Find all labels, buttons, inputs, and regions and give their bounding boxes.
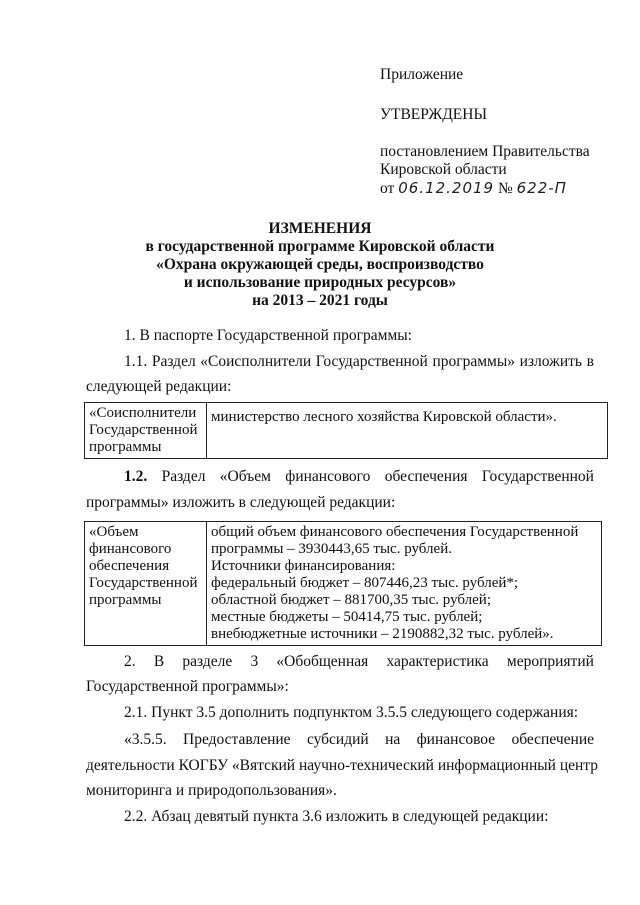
paragraph-1-1 [124, 353, 594, 371]
cell-line: Источники финансирования: [211, 558, 396, 574]
decree-date-line [380, 179, 567, 198]
paragraph-1-1-line-2: следующей редакции: [86, 378, 232, 395]
word: 1.1. [124, 353, 148, 370]
table-cell-value [207, 522, 602, 646]
appendix-label: Приложение [380, 66, 464, 83]
word: Государственной [481, 468, 594, 485]
decree-line-2: Кировской области [380, 161, 507, 178]
cell-line: «Соисполнители [89, 405, 197, 421]
word: обеспечения [384, 468, 468, 485]
word: Раздел [151, 353, 196, 370]
word: Предоставление [183, 731, 291, 748]
word: 3 [250, 653, 259, 670]
word: «Объем [219, 468, 271, 485]
cell-line: программы [89, 439, 162, 455]
cell-line: общий объем финансового обеспечения Государственной [211, 524, 579, 540]
word: мероприятий [506, 653, 594, 670]
decree-line-1: постановлением Правительства [380, 143, 590, 160]
date-prefix: от [380, 180, 395, 197]
cell-line: областной бюджет – 881700,35 тыс. рублей; [211, 592, 491, 608]
table-row [85, 403, 608, 459]
word: субсидий [306, 731, 369, 748]
table-coexecutors [84, 402, 608, 459]
cell-line: местные бюджеты – 50414,75 тыс. рублей; [211, 609, 483, 625]
word: обеспечение [511, 731, 594, 748]
word: финансового [285, 468, 371, 485]
cell-line: министерство лесного хозяйства Кировской области». [211, 409, 557, 425]
approved-label: УТВЕРЖДЕНЫ [380, 106, 487, 123]
paragraph-1-2-line-2: программы» изложить в следующей редакции: [86, 494, 396, 511]
handwritten-date: 06.12.2019 [398, 179, 495, 197]
paragraph-3-5-5-line-3: мониторинга и природопользования». [86, 782, 337, 799]
word: «3.5.5. [124, 731, 167, 748]
paragraph-2-2: 2.2. Абзац девятый пункта 3.6 изложить в следующей редакции: [124, 808, 549, 825]
table-financing [84, 521, 602, 646]
handwritten-number: 622-П [516, 179, 567, 197]
paragraph-2-1: 2.1. Пункт 3.5 дополнить подпунктом 3.5.5 следующего содержания: [124, 704, 579, 721]
word: в [586, 353, 594, 370]
cell-line: Государственной [89, 422, 198, 438]
table-cell-label [85, 522, 207, 646]
table-row [85, 522, 602, 646]
word: на [385, 731, 401, 748]
paragraph-1: 1. В паспорте Государственной программы: [124, 327, 412, 344]
word: изложить [519, 353, 582, 370]
table-cell-label [85, 403, 207, 459]
cell-line: программы – 3930443,65 тыс. рублей. [211, 541, 452, 557]
word: программы» [432, 353, 516, 370]
paragraph-1-2 [124, 468, 594, 486]
doc-subtitle-line-1: в государственной программе Кировской области [145, 238, 495, 255]
doc-subtitle-line-4: на 2013 – 2021 годы [252, 292, 388, 309]
word: Государственной [315, 353, 428, 370]
word: 2. [124, 653, 136, 670]
word: «Обобщенная [276, 653, 369, 670]
cell-line: Государственной [89, 575, 198, 591]
paragraph-3-5-5 [124, 731, 594, 749]
cell-line: «Объем [89, 524, 139, 540]
cell-line: внебюджетные источники – 2190882,32 тыс. рублей». [211, 626, 554, 642]
paragraph-2 [124, 653, 594, 671]
word: характеристика [386, 653, 489, 670]
paragraph-2-line-2: Государственной программы»: [86, 678, 289, 695]
table-cell-value [207, 403, 608, 459]
doc-subtitle-line-2: «Охрана окружающей среды, воспроизводство [156, 256, 484, 273]
cell-line: финансового [89, 541, 172, 557]
word: Раздел [161, 468, 206, 485]
number-prefix: № [497, 180, 513, 197]
doc-subtitle-line-3: и использование природных ресурсов» [183, 274, 457, 291]
word: В [153, 653, 165, 670]
word: финансовое [416, 731, 496, 748]
word: «Соисполнители [200, 353, 312, 370]
cell-line: программы [89, 592, 162, 608]
word: 1.2. [124, 468, 148, 485]
doc-title: ИЗМЕНЕНИЯ [268, 220, 372, 237]
paragraph-3-5-5-line-2: деятельности КОГБУ «Вятский научно-технический информационный центр [86, 757, 599, 774]
cell-line: федеральный бюджет – 807446,23 тыс. рублей*; [211, 575, 519, 591]
cell-line: обеспечения [89, 558, 170, 574]
word: разделе [182, 653, 233, 670]
